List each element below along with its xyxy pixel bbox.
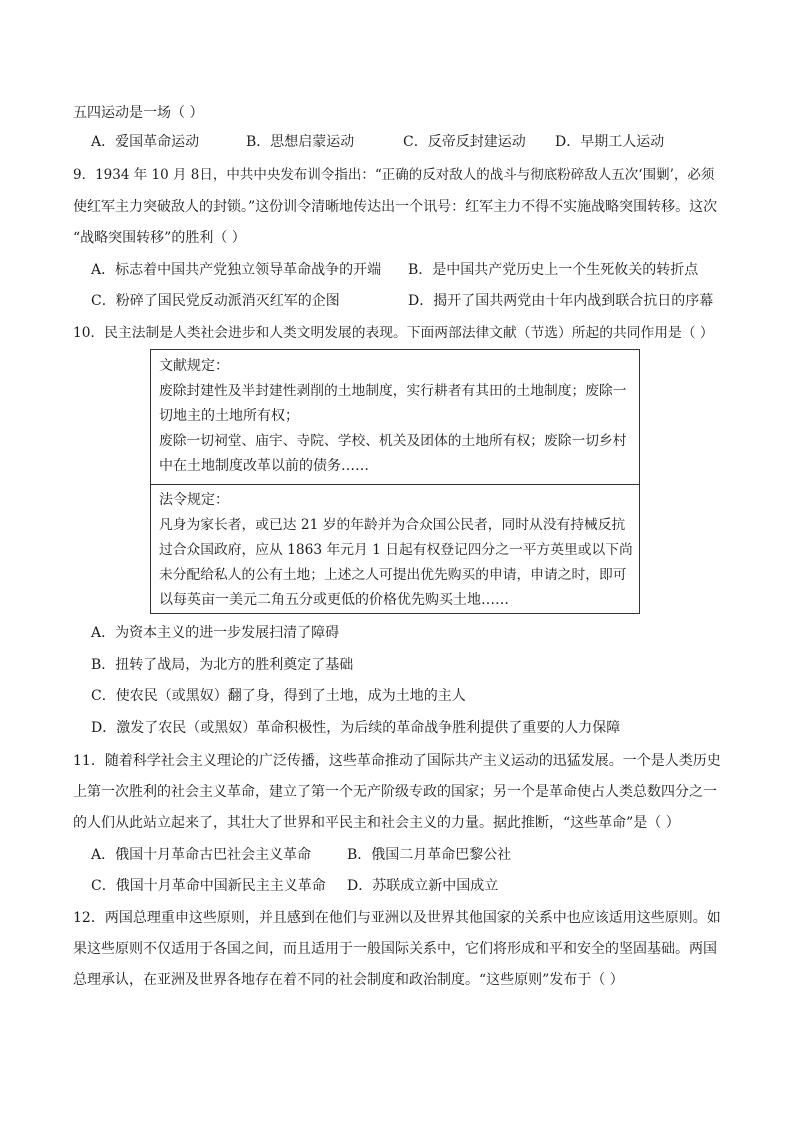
q8-option-b: B．思想启蒙运动 <box>246 134 355 150</box>
q9-option-d: D．揭开了国共两党由十年内战到联合抗日的序幕 <box>408 293 714 309</box>
q10-box1-line-1: 文献规定： <box>159 358 229 374</box>
q10-box2-line-2: 凡身为家长者，或已达 21 岁的年龄并为合众国公民者，同时从没有持械反抗 <box>159 517 626 533</box>
q12-stem-line-1: 12．两国总理重申这些原则，并且感到在他们与亚洲以及世界其他国家的关系中也应该适用这些原则。如 <box>73 910 721 926</box>
q10-option-d: D．激发了农民（或黑奴）革命积极性，为后续的革命战争胜利提供了重要的人力保障 <box>91 720 621 736</box>
q11-option-b: B．俄国二月革命巴黎公社 <box>347 847 512 863</box>
q11-option-d: D．苏联成立新中国成立 <box>347 878 499 894</box>
q11-stem-line-3: 的人们从此站立起来了，其壮大了世界和平民主和社会主义的力量。据此推断，“这些革命”是（ ） <box>73 815 680 831</box>
q11-stem-line-1: 11．随着科学社会主义理论的广泛传播，这些革命推动了国际共产主义运动的迅猛发展。一个是人类历史 <box>73 753 721 769</box>
q12-stem-line-3: 总理承认，在亚洲及世界各地存在着不同的社会制度和政治制度。“这些原则”发布于（ ） <box>73 972 624 988</box>
q9-option-c: C．粉碎了国民党反动派消灭红军的企图 <box>91 293 340 309</box>
q10-box2-line-3: 过合众国政府，应从 1863 年元月 1 日起有权登记四分之一平方英里或以下尚 <box>159 542 633 558</box>
q9-option-a: A．标志着中国共产党独立领导革命战争的开端 <box>91 262 382 278</box>
q8-stem: 五四运动是一场（ ） <box>73 105 204 121</box>
q10-box1-line-4: 废除一切祠堂、庙宇、寺院、学校、机关及团体的土地所有权；废除一切乡村 <box>159 433 627 449</box>
q8-option-a: A．爱国革命运动 <box>91 134 200 150</box>
q10-box2-line-5: 以每英亩一美元二角五分或更低的价格优先购买土地…… <box>159 592 509 608</box>
q11-option-a: A．俄国十月革命古巴社会主义革命 <box>91 847 312 863</box>
q9-stem-line-2: 使红军主力突破敌人的封锁。”这份训令清晰地传达出一个讯号：红军主力不得不实施战略突围转移。这次 <box>73 199 718 215</box>
q10-option-a: A．为资本主义的进一步发展扫清了障碍 <box>91 625 340 641</box>
q9-stem-line-3: “战略突围转移”的胜利（ ） <box>73 230 246 246</box>
q9-stem-line-1: 9．1934 年 10 月 8日，中共中央发布训令指出：“正确的反对敌人的战斗与彻底粉碎敌人五次‘围剿’，必须 <box>73 167 715 183</box>
q8-option-d: D．早期工人运动 <box>555 134 665 150</box>
q11-option-c: C．俄国十月革命中国新民主主义革命 <box>91 878 326 894</box>
q12-stem-line-2: 果这些原则不仅适用于各国之间，而且适用于一般国际关系中，它们将形成和平和安全的坚固基础。两国 <box>73 941 717 957</box>
q10-box2-line-1: 法令规定： <box>159 492 229 508</box>
q10-box2-line-4: 未分配给私人的公有土地；上述之人可提出优先购买的申请，申请之时，即可 <box>159 567 627 583</box>
q10-option-c: C．使农民（或黑奴）翻了身，得到了土地，成为土地的主人 <box>91 688 466 704</box>
q10-source-box <box>150 349 640 614</box>
q10-box1-line-5: 中在土地制度改革以前的债务…… <box>159 458 369 474</box>
q8-option-c: C．反帝反封建运动 <box>403 134 526 150</box>
q9-option-b: B．是中国共产党历史上一个生死攸关的转折点 <box>408 262 699 278</box>
q10-stem: 10．民主法制是人类社会进步和人类文明发展的表现。下面两部法律文献（节选）所起的共同作用是（ ） <box>73 325 714 341</box>
q10-box1-line-3: 切地主的土地所有权； <box>159 408 299 424</box>
q10-option-b: B．扭转了战局，为北方的胜利奠定了基础 <box>91 657 354 673</box>
q10-box1-line-2: 废除封建性及半封建性剥削的土地制度，实行耕者有其田的土地制度；废除一 <box>159 383 627 399</box>
q11-stem-line-2: 上第一次胜利的社会主义革命，建立了第一个无产阶级专政的国家；另一个是革命使占人类总数四分之一 <box>73 784 717 800</box>
q10-box-divider <box>151 484 639 485</box>
